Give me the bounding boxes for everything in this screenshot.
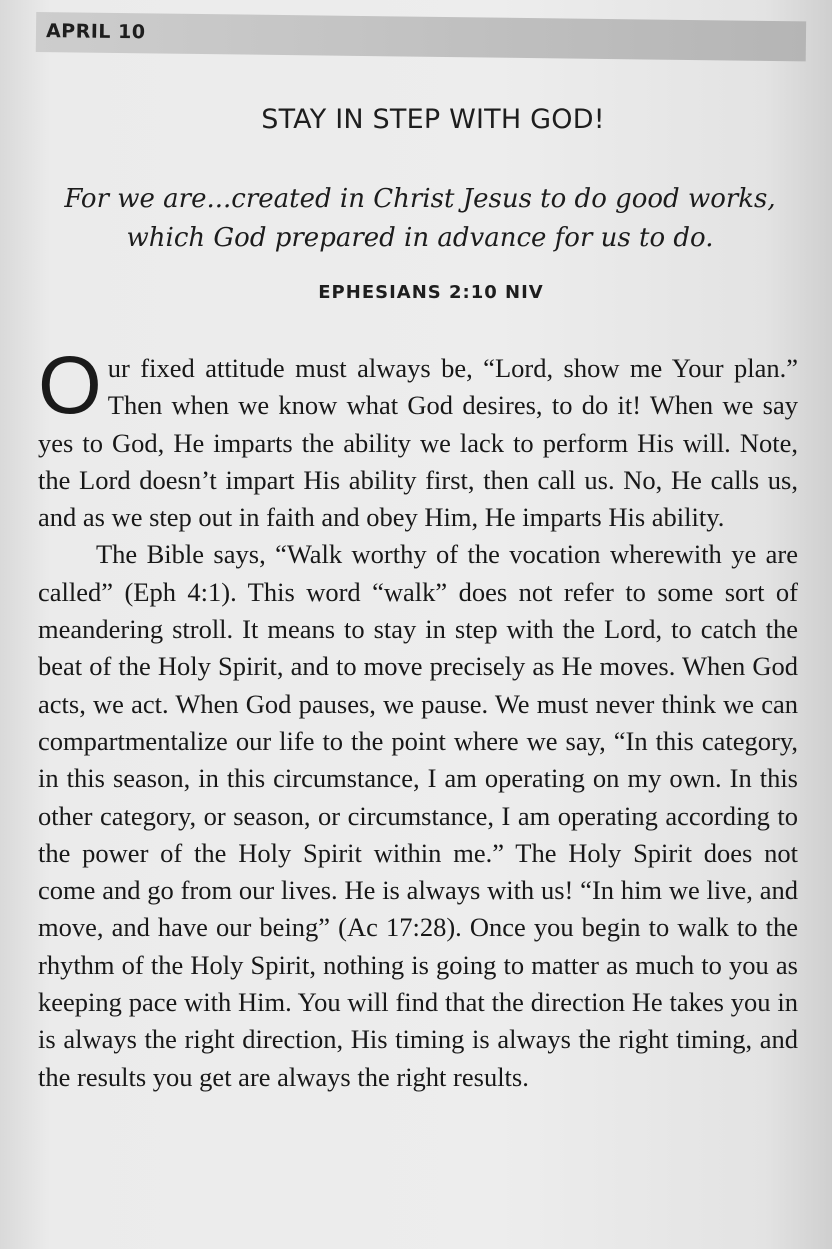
paragraph-1-text: ur fixed attitude must always be, “Lord, show me Your plan.” Then when we know what God desires, to do it! When we say yes to God, He imparts the ability we lack to perform His will. Note, the Lord doesn’t impart His ability first, then call us. No, He calls us, and as we step out in faith and obey Him, He imparts His ability. bbox=[38, 353, 798, 533]
scripture-verse: For we are...created in Christ Jesus to do good works, which God prepared in advance for us to do. bbox=[64, 184, 776, 253]
paragraph-2: The Bible says, “Walk worthy of the vocation wherewith ye are called” (Eph 4:1). This word “walk” does not refer to some sort of meandering stroll. It means to stay in step with the Lord, to catch the beat of the Holy Spirit, and to move precisely as He moves. When God acts, we act. When God pauses, we pause. We must never think we can compartmentalize our life to the point where we say, “In this category, in this season, in this circumstance, I am operating on my own. In this other category, or season, or circumstance, I am operating according to the power of the Holy Spirit within me.” The Holy Spirit does not come and go from our lives. He is always with us! “In him we live, and move, and have our being” (Ac 17:28). Once you begin to walk to the rhythm of the Holy Spirit, nothing is going to matter as much to you as keeping pace with Him. You will find that the direction He takes you in is always the right direction, His timing is always the right timing, and the results you get are always the right results. bbox=[38, 539, 798, 1092]
devotional-body bbox=[38, 340, 798, 1096]
drop-cap: O bbox=[38, 340, 102, 431]
scripture-reference: EPHESIANS 2:10 NIV bbox=[318, 282, 544, 303]
date-header-bar bbox=[36, 12, 806, 61]
date-label: APRIL 10 bbox=[45, 20, 146, 44]
devotional-title: STAY IN STEP WITH GOD! bbox=[261, 104, 605, 135]
paragraph-1 bbox=[38, 340, 798, 536]
